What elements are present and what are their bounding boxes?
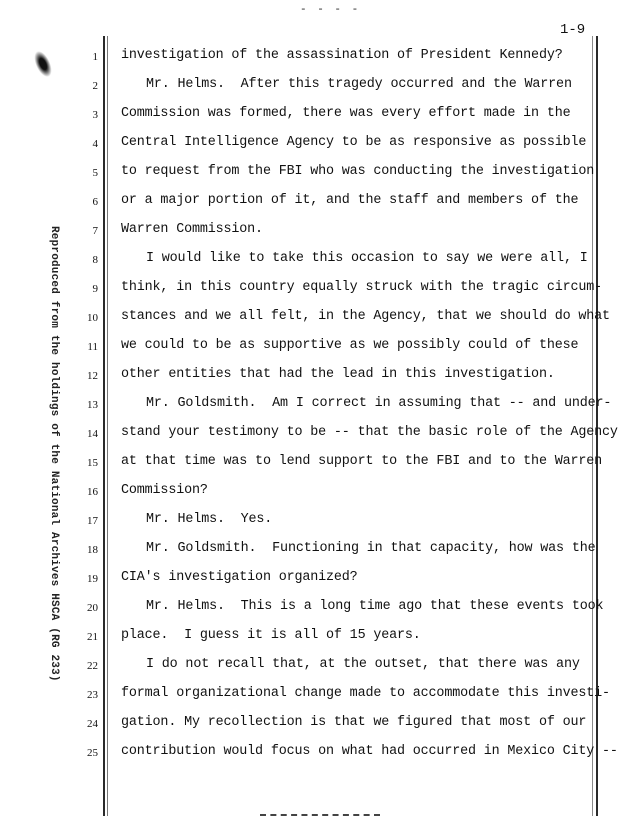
line-number: 5 xyxy=(92,167,98,179)
line-number: 25 xyxy=(87,747,98,759)
line-number: 17 xyxy=(87,515,98,527)
line-text: think, in this country equally struck with the tragic circum- xyxy=(121,280,603,295)
line-number: 14 xyxy=(87,428,98,440)
line-text: Central Intelligence Agency to be as responsive as possible xyxy=(121,135,587,150)
line-number: 2 xyxy=(92,80,98,92)
line-number: 13 xyxy=(87,399,98,411)
line-text: contribution would focus on what had occurred in Mexico City -- xyxy=(121,744,618,759)
transcript-line xyxy=(0,392,638,421)
transcript-line xyxy=(0,102,638,131)
line-number: 7 xyxy=(92,225,98,237)
transcript-line xyxy=(0,160,638,189)
line-number: 24 xyxy=(87,718,98,730)
transcript-line xyxy=(0,131,638,160)
line-text: CIA's investigation organized? xyxy=(121,570,358,585)
line-text: Commission? xyxy=(121,483,208,498)
transcript-line xyxy=(0,305,638,334)
transcript-line xyxy=(0,711,638,740)
line-text: we could to be as supportive as we possibly could of these xyxy=(121,338,579,353)
header-mark: - - - - xyxy=(300,4,361,16)
line-number: 15 xyxy=(87,457,98,469)
transcript-line xyxy=(0,276,638,305)
transcript-line xyxy=(0,682,638,711)
line-text: place. I guess it is all of 15 years. xyxy=(121,628,421,643)
transcript-line xyxy=(0,740,638,769)
line-text: Mr. Helms. After this tragedy occurred and the Warren xyxy=(146,77,572,92)
line-text: Mr. Goldsmith. Functioning in that capacity, how was the xyxy=(146,541,596,556)
line-number: 12 xyxy=(87,370,98,382)
transcript-line xyxy=(0,73,638,102)
transcript-line xyxy=(0,189,638,218)
line-text: Mr. Goldsmith. Am I correct in assuming that -- and under- xyxy=(146,396,612,411)
line-number: 6 xyxy=(92,196,98,208)
line-number: 8 xyxy=(92,254,98,266)
transcript-line xyxy=(0,537,638,566)
line-text: stances and we all felt, in the Agency, that we should do what xyxy=(121,309,610,324)
line-text: Mr. Helms. This is a long time ago that these events took xyxy=(146,599,604,614)
line-text: at that time was to lend support to the FBI and to the Warren xyxy=(121,454,603,469)
line-number: 11 xyxy=(87,341,98,353)
line-number: 23 xyxy=(87,689,98,701)
transcript-line xyxy=(0,508,638,537)
line-number: 16 xyxy=(87,486,98,498)
transcript-line xyxy=(0,247,638,276)
line-text: formal organizational change made to accommodate this investi- xyxy=(121,686,610,701)
line-number: 20 xyxy=(87,602,98,614)
transcript-line xyxy=(0,334,638,363)
transcript-line xyxy=(0,363,638,392)
transcript-line xyxy=(0,421,638,450)
page-number: 1-9 xyxy=(560,22,586,38)
line-text: other entities that had the lead in this investigation. xyxy=(121,367,555,382)
transcript-line xyxy=(0,218,638,247)
line-number: 19 xyxy=(87,573,98,585)
line-number: 18 xyxy=(87,544,98,556)
line-text: gation. My recollection is that we figured that most of our xyxy=(121,715,587,730)
line-text: Mr. Helms. Yes. xyxy=(146,512,273,527)
line-text: investigation of the assassination of President Kennedy? xyxy=(121,48,563,63)
line-text: Commission was formed, there was every effort made in the xyxy=(121,106,571,121)
transcript-line xyxy=(0,479,638,508)
line-number: 22 xyxy=(87,660,98,672)
transcript-line xyxy=(0,450,638,479)
transcript-line xyxy=(0,595,638,624)
archives-stamp: Reproduced from the holdings of the National Archives HSCA (RG 233) xyxy=(48,226,60,682)
line-number: 4 xyxy=(92,138,98,150)
line-number: 10 xyxy=(87,312,98,324)
line-number: 1 xyxy=(92,51,98,63)
line-number: 9 xyxy=(92,283,98,295)
transcript-line xyxy=(0,566,638,595)
line-text: or a major portion of it, and the staff and members of the xyxy=(121,193,579,208)
transcript-line xyxy=(0,624,638,653)
line-text: Warren Commission. xyxy=(121,222,263,237)
line-text: I do not recall that, at the outset, that there was any xyxy=(146,657,580,672)
footer-mark xyxy=(260,814,380,819)
line-text: stand your testimony to be -- that the basic role of the Agency xyxy=(121,425,618,440)
transcript-line xyxy=(0,653,638,682)
line-text: to request from the FBI who was conducting the investigation xyxy=(121,164,595,179)
line-number: 3 xyxy=(92,109,98,121)
transcript-line xyxy=(0,44,638,73)
line-text: I would like to take this occasion to say we were all, I xyxy=(146,251,588,266)
line-number: 21 xyxy=(87,631,98,643)
